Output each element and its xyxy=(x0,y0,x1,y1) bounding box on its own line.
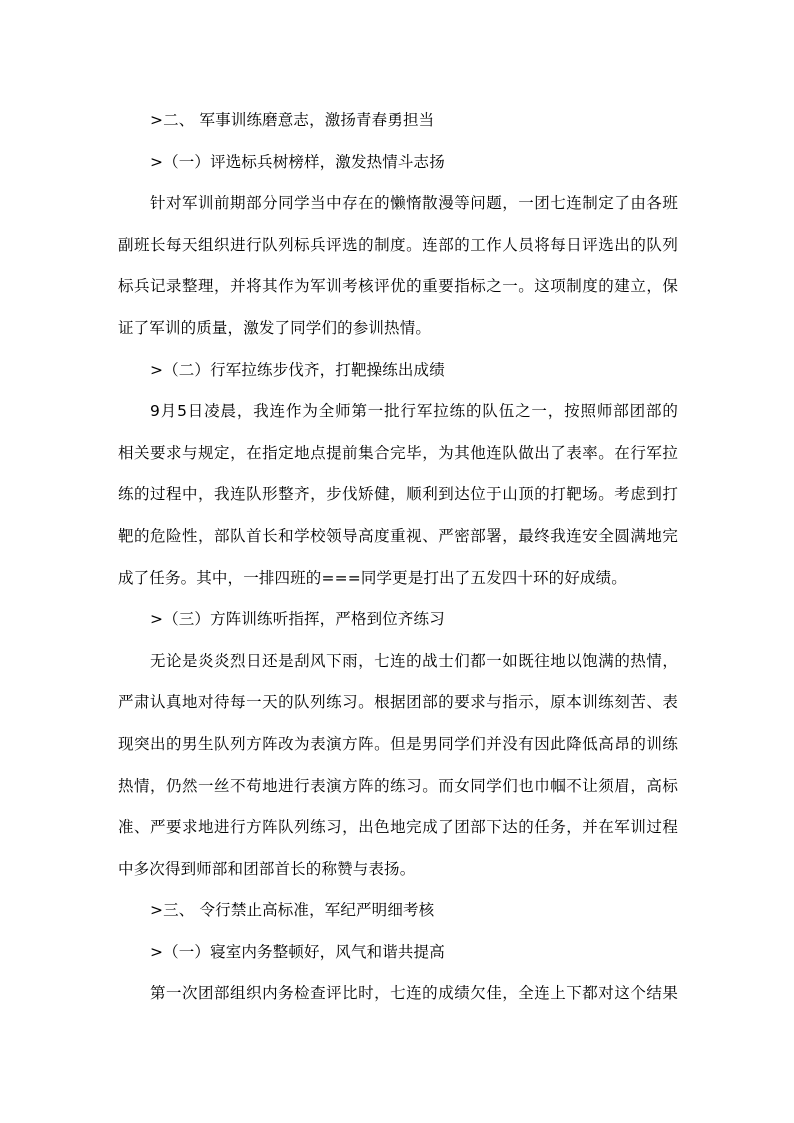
paragraph-line: 针对军训前期部分同学当中存在的懒惰散漫等问题，一团七连制定了由各班 xyxy=(150,194,678,213)
section-heading-2: >二、 军事训练磨意志，激扬青春勇担当 xyxy=(150,111,435,129)
document-body xyxy=(118,100,678,1015)
paragraph-line: 标兵记录整理，并将其作为军训考核评优的重要指标之一。这项制度的建立，保 xyxy=(118,277,678,296)
subsection-heading-2-3: >（三）方阵训练听指挥，严格到位齐练习 xyxy=(150,610,445,629)
paragraph-line: 第一次团部组织内务检查评比时，七连的成绩欠佳，全连上下都对这个结果 xyxy=(150,984,678,1003)
paragraph-line: 无论是炎炎烈日还是刮风下雨，七连的战士们都一如既往地以饱满的热情， xyxy=(150,651,678,670)
paragraph-line: 热情，仍然一丝不苟地进行表演方阵的练习。而女同学们也巾帼不让须眉，高标 xyxy=(118,776,678,795)
section-heading-3: >三、 令行禁止高标准，军纪严明细考核 xyxy=(150,901,435,920)
paragraph-line: 练的过程中，我连队形整齐，步伐矫健，顺利到达位于山顶的打靶场。考虑到打 xyxy=(118,485,678,504)
subsection-heading-2-1: >（一）评选标兵树榜样，激发热情斗志扬 xyxy=(150,152,445,171)
paragraph-line: 靶的危险性，部队首长和学校领导高度重视、严密部署，最终我连安全圆满地完 xyxy=(118,526,678,545)
paragraph-line: 副班长每天组织进行队列标兵评选的制度。连部的工作人员将每日评选出的队列 xyxy=(118,235,678,254)
paragraph-line: 准、严要求地进行方阵队列练习，出色地完成了团部下达的任务，并在军训过程 xyxy=(118,818,678,837)
subsection-heading-2-2: >（二）行军拉练步伐齐，打靶操练出成绩 xyxy=(150,360,445,379)
paragraph-line: 成了任务。其中，一排四班的===同学更是打出了五发四十环的好成绩。 xyxy=(118,568,627,587)
paragraph-line: 中多次得到师部和团部首长的称赞与表扬。 xyxy=(118,859,416,878)
paragraph-line: 相关要求与规定，在指定地点提前集合完毕，为其他连队做出了表率。在行军拉 xyxy=(118,443,678,462)
paragraph-line: 证了军训的质量，激发了同学们的参训热情。 xyxy=(118,318,432,337)
paragraph-line: 严肃认真地对待每一天的队列练习。根据团部的要求与指示，原本训练刻苦、表 xyxy=(118,693,678,712)
subsection-heading-3-1: >（一）寝室内务整顿好，风气和谐共提高 xyxy=(150,942,445,961)
paragraph-line: 现突出的男生队列方阵改为表演方阵。但是男同学们并没有因此降低高昂的训练 xyxy=(118,734,678,753)
paragraph-line: 9月5日凌晨，我连作为全师第一批行军拉练的队伍之一，按照师部团部的 xyxy=(150,402,678,421)
